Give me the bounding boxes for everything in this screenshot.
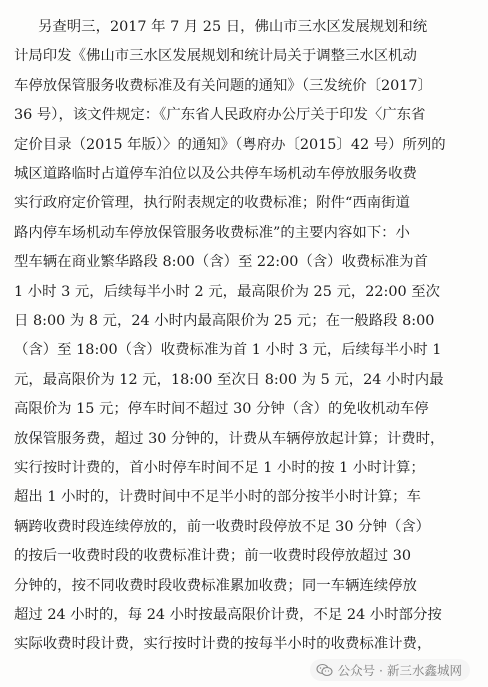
text-line: 日 8:00 为 8 元，24 小时内最高限价为 25 元；在一般路段 8:00 bbox=[14, 313, 435, 329]
text-line: 36 号），该文件规定：《广东省人民政府办公厅关于印发〈广东省 bbox=[14, 107, 426, 124]
text-line: 计局印发《佛山市三水区发展规划和统计局关于调整三水区机动 bbox=[14, 48, 417, 65]
text-line: 分钟的，按不同收费时段收费标准累加收费；同一车辆连续停放 bbox=[14, 577, 417, 594]
text-line: 1 小时 3 元，后续每半小时 2 元，最高限价为 25 元，22:00 至次 bbox=[14, 283, 441, 300]
wechat-official-account-icon bbox=[316, 663, 333, 677]
text-line: 实行政府定价管理，执行附表规定的收费标准；附件“西南街道 bbox=[14, 195, 410, 212]
text-line: 元，最高限价为 12 元，18:00 至次日 8:00 为 5 元，24 小时内最 bbox=[14, 371, 444, 388]
text-line: 定价目录（2015 年版）〉的通知》（粤府办〔2015〕42 号）所列的 bbox=[14, 136, 446, 153]
text-line: 超过 24 小时的，每 24 小时按最高限价计费，不足 24 小时部分按 bbox=[14, 607, 442, 623]
text-line: （含）至 18:00（含）收费标准为首 1 小时 3 元，后续每半小时 1 bbox=[14, 342, 442, 359]
text-line: 另查明三，2017 年 7 月 25 日，佛山市三水区发展规划和统 bbox=[38, 19, 428, 35]
text-line: 超出 1 小时的，计费时间中不足半小时的部分按半小时计算；车 bbox=[14, 489, 421, 506]
text-line: 实际收费时段计费，实行按时计费的按每半小时的收费标准计费， bbox=[14, 636, 432, 653]
text-line: 型车辆在商业繁华路段 8:00（含）至 22:00（含）收费标准为首 bbox=[14, 254, 428, 271]
text-line: 实行按时计费的，首小时停车时间不足 1 小时的按 1 小时计算； bbox=[14, 460, 425, 476]
text-line: 辆跨收费时段连续停放的，前一收费时段停放不足 30 分钟（含） bbox=[14, 518, 431, 535]
wechat-watermark bbox=[310, 659, 470, 681]
text-line: 放保管服务费，超过 30 分钟的，计费从车辆停放起计算；计费时， bbox=[14, 430, 445, 447]
watermark-label: 公众号 · 新三水鑫城网 bbox=[337, 663, 462, 678]
text-line: 车停放保管服务收费标准及有关问题的通知》（三发统价〔2017〕 bbox=[14, 77, 432, 94]
text-line: 的按后一收费时段的收费标准计费；前一收费时段停放超过 30 bbox=[14, 548, 412, 565]
text-line: 路内停车场机动车停放保管服务收费标准”的主要内容如下：小 bbox=[14, 224, 410, 241]
text-line: 高限价为 15 元；停车时间不超过 30 分钟（含）的免收机动车停 bbox=[14, 401, 429, 418]
text-line: 城区道路临时占道停车泊位以及公共停车场机动车停放服务收费 bbox=[14, 166, 417, 182]
